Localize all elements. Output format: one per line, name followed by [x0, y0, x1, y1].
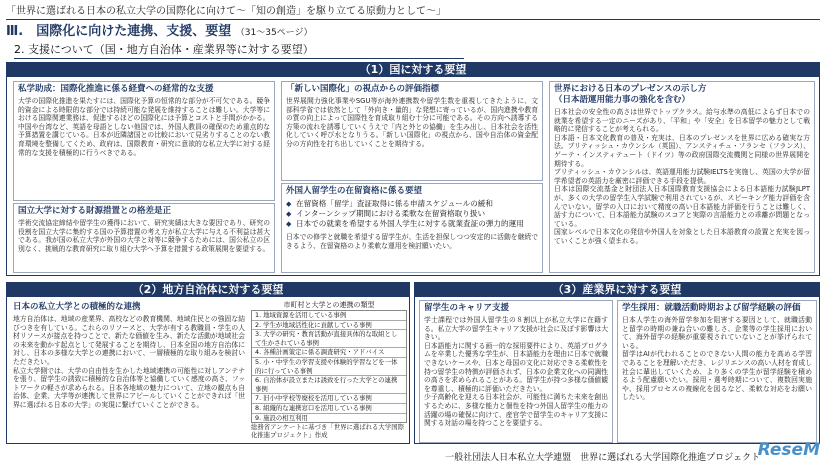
local-body: 地方自治体は、地域の産業界、高校などの教育機関、地域住民との強固な結びつきを有している。これらのリソースと、大学が有する教職員・学生の人材リソースが接点を持つことで、新たな価値を生み、新たな活動が地域社会の未来を動かす起点として発展することを期待し、日本全国の地方自治体に対し、日本の多様な大学との連携において、一層積極的な取り組みを検討いただきたい。 私立大学側では、大学の自由性を生かした地域連携の可能性に対しアンテナを張り、留学生の誘致に積極的な自治体等と協働していく感度の高さ、フットワークの軽さが求められる。日本各地域の魅力について、立地の観点も自治体、企業、大学等が連携して世界にアピールしていくことができれば「世界に選ばれる日本の大学」の実現に繋げていくことができる。	[13, 315, 245, 409]
career-title: 留学生のキャリア支援	[424, 303, 510, 313]
national-box-gap	[13, 203, 275, 273]
subsidy-title: 私学助成：国際化推進に係る経費への経常的な支援	[18, 84, 214, 94]
visa-title: 外国人留学生の在留資格に係る要望	[286, 186, 423, 196]
recruit-body: 日本人学生の海外留学参加を阻害する要因として、就職活動と留学の時期の兼ね合いの難しさ、企業等の学生採用において、海外留学の経験が重要視されていないことが挙げられている。 留学はAIが代われることのできない人間の能力を高める学習であることを理解いただき、レジリエンスの高い人材を育成し社会に輩出していくため、より多くの学生が留学経験を積めるよう配慮願いたい。採用・選考時期について、複数回実施や、採用プロセスの複線化を図るなど、柔軟な対応をお願いしたい。	[622, 316, 812, 402]
local-table	[251, 310, 407, 423]
national-box-indicator	[281, 81, 543, 181]
table-row: 8. 組織的な連携窓口を活用している事例	[252, 404, 406, 414]
recruit-title: 学生採用：就職活動時期および留学経験の評価	[622, 303, 801, 313]
local-table-area	[251, 300, 407, 443]
industry-header: （3）産業界に対する要望	[415, 283, 819, 297]
resemom-logo: ReseM	[757, 440, 820, 460]
national-box-presence	[549, 81, 815, 273]
table-row: 2. 学生が地域活性化に貢献している事例	[252, 321, 406, 331]
local-panel	[6, 282, 410, 444]
section-title-text: Ⅲ. 国際化に向けた連携、支援、要望	[6, 24, 232, 39]
indicator-title: 「新しい国際化」の視点からの評価指標	[286, 84, 440, 94]
presence-title: 世界における日本のプレゼンスの示し方 （日本語運用能力事の強化を含む）	[554, 84, 707, 105]
industry-box-recruit	[617, 300, 817, 443]
national-header: （1）国に対する要望	[7, 63, 819, 77]
industry-panel	[414, 282, 820, 444]
visa-bullets	[282, 197, 542, 231]
gap-title: 国立大学に対する財源措置との格差是正	[18, 206, 172, 216]
local-table-note: 総務省アンケートに基づき「世界に選ばれる大学国際化推進プロジェクト」作成	[251, 423, 404, 440]
visa-bullet: ◆ インターンシップ期間における柔軟な在留資格取り扱い	[286, 209, 538, 219]
table-row: 3. 大学の研究・教育活動が直接具体的な取組として生かされている事例	[252, 330, 406, 348]
subheading: 2. 支援について（国・地方自治体・産業界等に対する要望）	[14, 41, 464, 59]
national-box-subsidy	[13, 81, 275, 201]
section-pages: （31〜35ページ）	[235, 28, 313, 38]
subsidy-body: 大学の国際化推進を果たすには、国際化予算の恒常的な部分が不可欠である。競争的資金による時限的な部分では持続可能な発展を維持することは難しい。大学等における国際関連業務は、促進するほどの国際化には予算とコストと手間がかかる。 中国や台湾など、英語を母語としない他国では、外国人教員の確保のため重点的な予算措置を講じている。日本が近隣諸国との比較において見劣りすることのない教育環境を整備してくため、政府は、国際教育・研究に意欲的な私立大学に対する経常的な支援を積極的に行うべきである。	[18, 97, 270, 157]
local-table-title: 市町村と大学との連携の類型	[283, 301, 375, 309]
table-row: 7. 旧小中学校等廃校を活用している事例	[252, 394, 406, 404]
local-text	[11, 300, 247, 443]
footer-text: 一般社団法人日本私立大学連盟 世界に選ばれる大学国際化推進プロジェクト	[445, 453, 760, 463]
document-topline: 「世界に選ばれる日本の私立大学の国際化に向けて〜「知の創造」を駆り立てる原動力として〜」	[6, 6, 446, 17]
local-box-title: 日本の私立大学との積極的な連携	[13, 302, 141, 312]
table-row: 4. 各種計画策定に係る調査研究・アドバイス	[252, 348, 406, 358]
industry-box-career	[419, 300, 613, 443]
table-row: 6. 自治体が設立または誘致を行った大学との連携事例	[252, 376, 406, 394]
presence-body: 日本社会の安全性の高さは世界でトップクラス。給与水準の高低によらず日本での就業を希望する一定のニーズがあり、「平和」や「安全」を日本留学の魅力として戦略的に発信することが考えられる。 日本語・日本文化教育の普及・充実は、日本のプレゼンスを世界に広める確実な方法。ブリティッシュ・カウンシル（英国）、アンスティチュ・フランセ（フランス）、ゲーテ・インスティテュート（ドイツ）等の政府国際交流機関と同様の世界展開を期待する。 ブリティッシュ・カウンシルは、英語運用能力試験IELTSを実施し、英国の大学が留学希望者の英語力を厳密に評価できる手段を提供。 日本は国際交流基金と財団法人日本国際教育支援協会による日本語能力試験JLPTが、多くの大学の留学生入学試験で利用されているが、スピーキング能力評価を含んでいない。留学の入口において精度の高い日本語能力評価を行うことは難しく、話す力について、日本語能力試験のスコアと実際の言語能力との乖離が問題となっている。 国家レベルで日本文化の発信や外国人を対象とした日本語教育の設置と充実を図っていくことが強く望まれる。	[554, 108, 810, 245]
table-row: 5. 小・中学生の学習支援や体験的学習などを一体的に行っている事例	[252, 358, 406, 376]
table-row: 1. 地域資源を活用している事例	[252, 311, 406, 321]
visa-bullet: ◆ 日本での就業を希望する外国人学生に対する就業査証の弾力的運用	[286, 219, 538, 229]
national-panel	[6, 62, 820, 276]
national-box-visa	[281, 183, 543, 273]
indicator-body: 世界展開力強化事業やSGU等が海外連携数や留学生数を重視してきたように、文部科学省では依然として「外向き・量的」な発想に寄っているが、国内進携や教育の質の向上によって国際性を育成取り組む十分に可能である。その方向へ誘導する方策の流れを誘導していくうえで「内と外との協働」を生み出し、日本社会を活性化していく呼び水となりうる。「新しい国際化」の視点から、国や自治体の資金配分の方向性を打ち出していくことを期待する。	[286, 97, 538, 148]
section-title	[6, 20, 313, 39]
visa-body: 日本での修学と就職を希望する留学生が、生活を担保しつつ安定的に活動を継続できるよう、在留資格のより柔軟な運用を検討願いたい。	[286, 233, 538, 250]
gap-body: 学術交流協定締結や留学生の獲得において、研究実績は大きな要因であり、研究の役割を国立大学に集約する国の予算措置の考え方が私立大学に与える不利益は甚大である。我が国の私立大学が外国の大学と対等に競争するためには、国公私立の区別なく、挑戦的な教育研究に取り組む大学へ予算を措置する政策展開を要望する。	[18, 219, 270, 253]
visa-bullet: ◆ 在留資格「留学」査証取得に係る申請スケジュールの緩和	[286, 199, 538, 209]
local-header: （2）地方自治体に対する要望	[7, 283, 409, 297]
career-body: 学士課程では外国人留学生の８割以上が私立大学に在籍する。私立大学の留学生キャリア支援が社会に及ぼす影響は大きい。 日本語能力に関する画一的な採用要件により、英語プログラムを卒業した優秀な学生が、日本語能力を理由に日本で就職できないケースや、日本と母国の文化に対応できる柔軟性を持つ留学生の特徴が評価されず、日本の企業文化への同調性の高さを求められることがある。留学生が持つ多様な価値観を尊重し、積極的に評価いただきたい。 少子高齢化を迎える日本社会が、可能性に満ちた未来を創出するために、多様な能力と個性を持つ外国人留学生の能力の活躍の場の確保に向けて、産官学で留学生のキャリア支援に関する対話の場を持つことを要望する。	[424, 316, 608, 428]
table-row: 9. 施設の相互利用	[255, 413, 308, 422]
